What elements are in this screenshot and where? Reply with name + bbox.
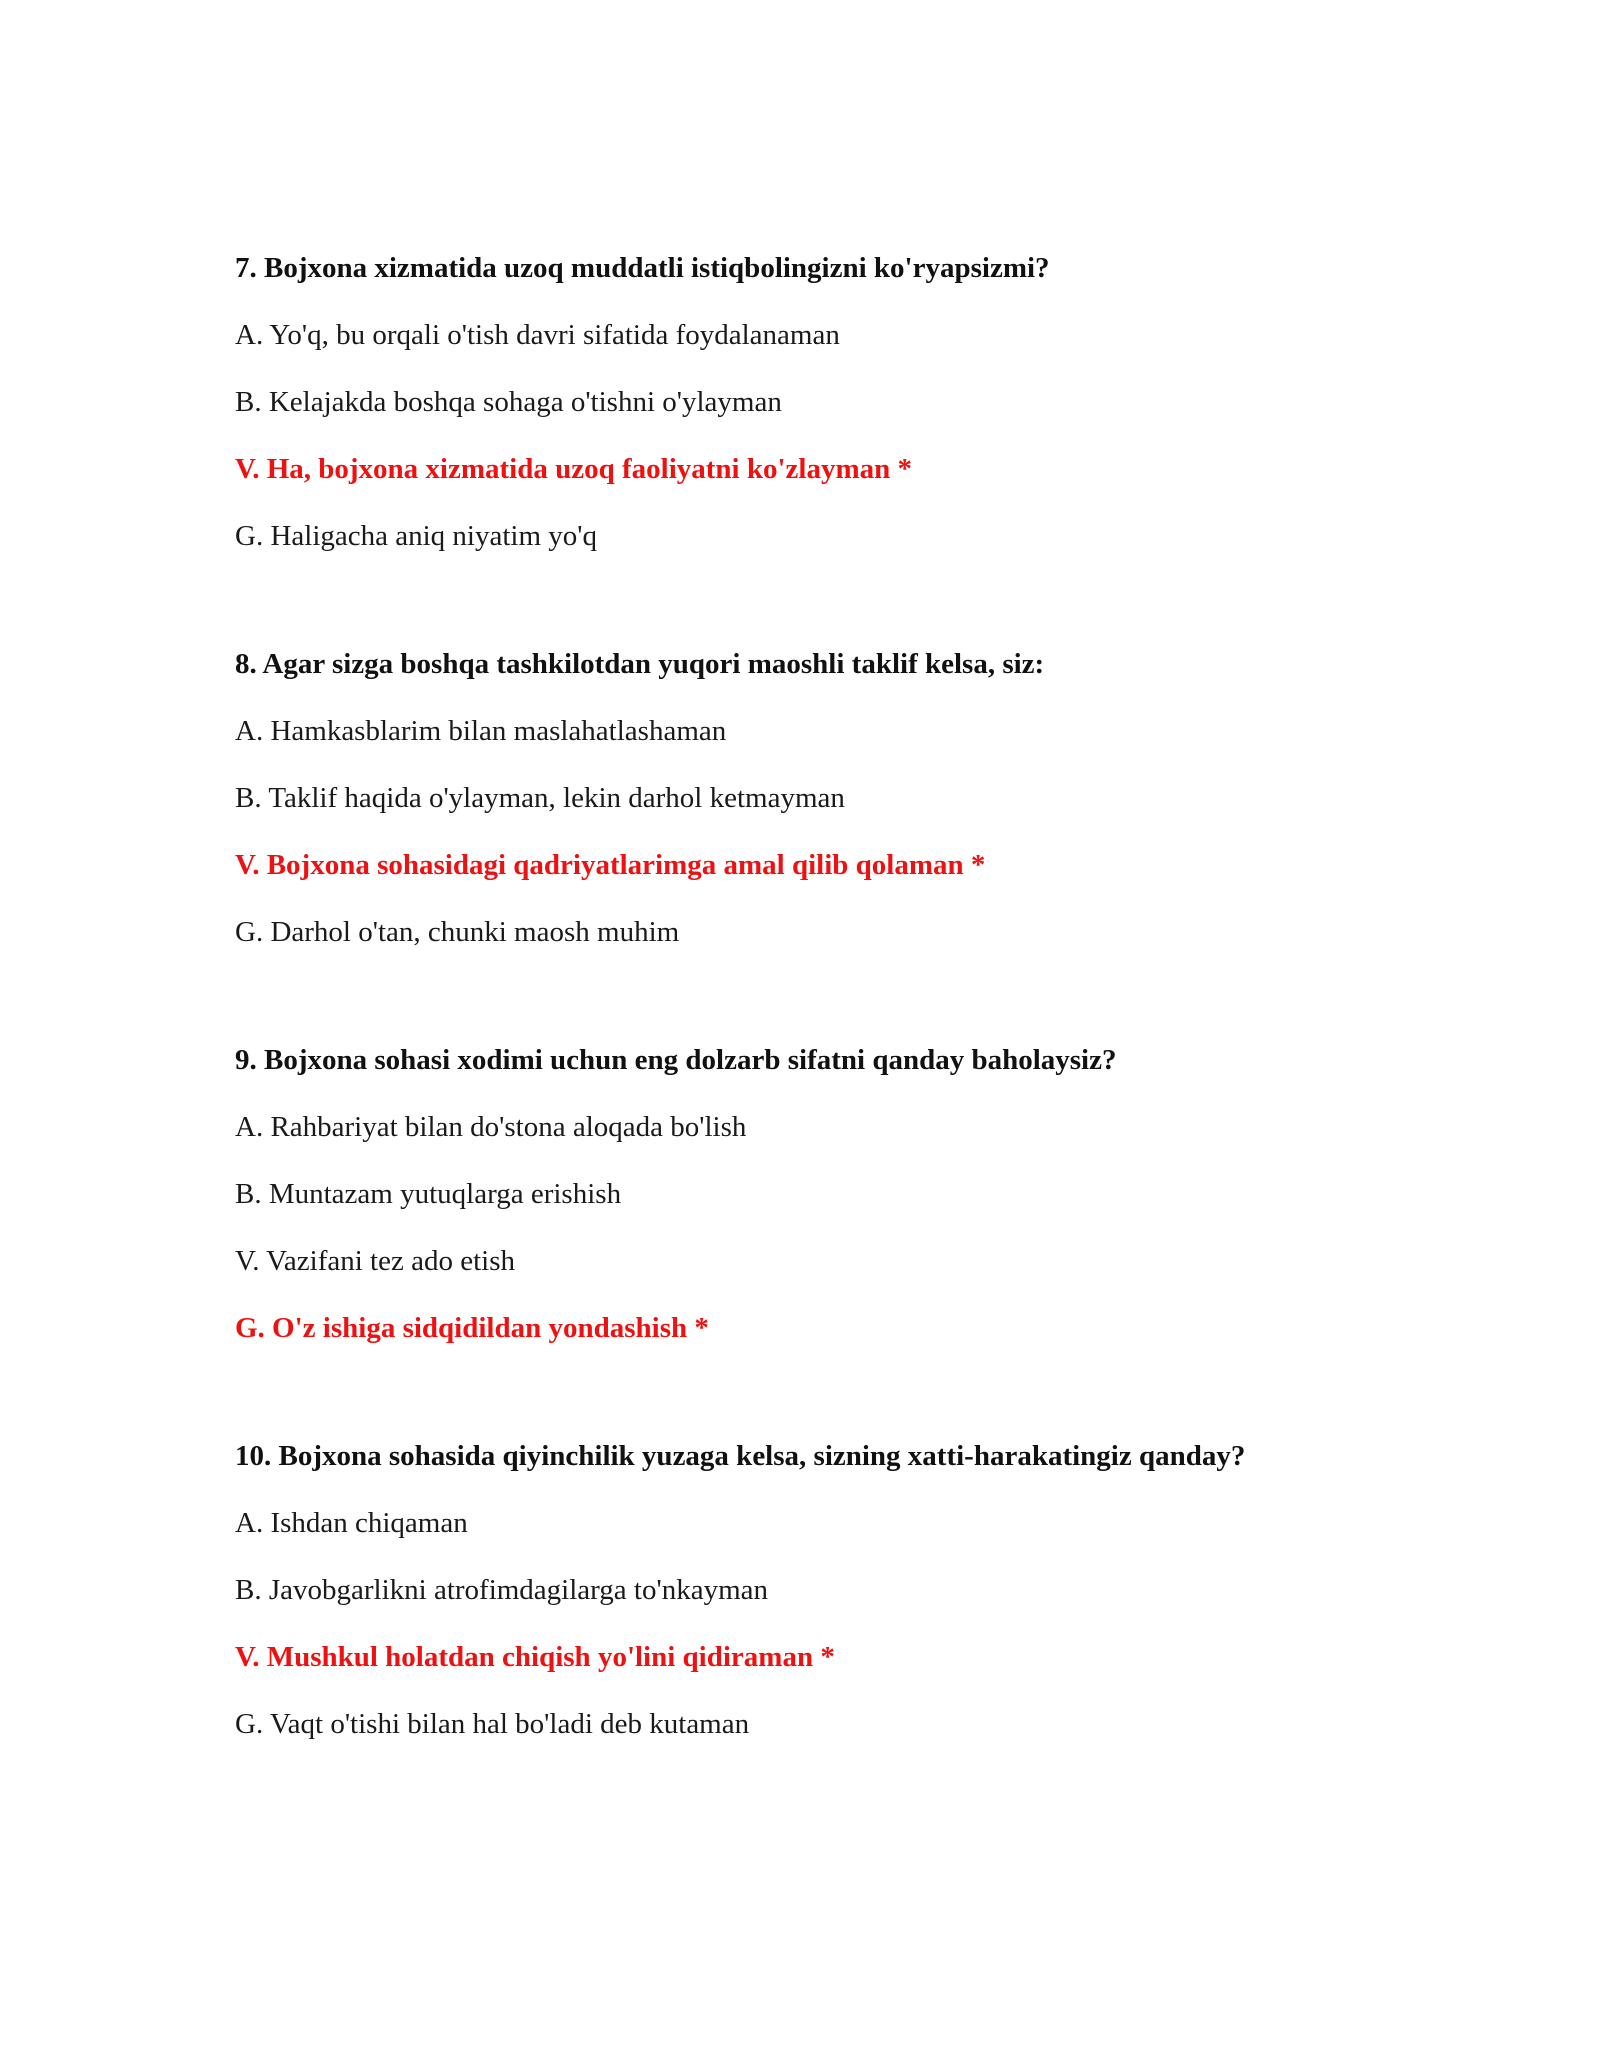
- option-a: A. Hamkasblarim bilan maslahatlashaman: [235, 715, 727, 747]
- question-title: 9. Bojxona sohasi xodimi uchun eng dolzarb sifatni qanday baholaysiz?: [235, 1044, 1117, 1076]
- question-title: 10. Bojxona sohasida qiyinchilik yuzaga kelsa, sizning xatti-harakatingiz qanday?: [235, 1440, 1246, 1472]
- option-a: A. Rahbariyat bilan do'stona aloqada bo'lish: [235, 1111, 747, 1143]
- option-g: G. Vaqt o'tishi bilan hal bo'ladi deb kutaman: [235, 1708, 750, 1740]
- option-v-correct: V. Bojxona sohasidagi qadriyatlarimga amal qilib qolaman *: [235, 849, 986, 881]
- option-b: B. Kelajakda boshqa sohaga o'tishni o'ylayman: [235, 386, 782, 418]
- question-block-8: [235, 644, 1435, 952]
- question-block-7: [235, 248, 1435, 556]
- question-title: 7. Bojxona xizmatida uzoq muddatli istiqbolingizni ko'ryapsizmi?: [235, 252, 1050, 284]
- option-v-correct: V. Mushkul holatdan chiqish yo'lini qidiraman *: [235, 1641, 835, 1673]
- option-g: G. Haligacha aniq niyatim yo'q: [235, 520, 597, 552]
- option-b: B. Javobgarlikni atrofimdagilarga to'nkayman: [235, 1574, 769, 1606]
- option-a: A. Ishdan chiqaman: [235, 1507, 468, 1539]
- quiz-page: [235, 248, 1435, 1832]
- option-v: V. Vazifani tez ado etish: [235, 1245, 515, 1277]
- option-b: B. Taklif haqida o'ylayman, lekin darhol ketmayman: [235, 782, 845, 814]
- option-g: G. Darhol o'tan, chunki maosh muhim: [235, 916, 680, 948]
- option-a: A. Yo'q, bu orqali o'tish davri sifatida foydalanaman: [235, 319, 840, 351]
- question-block-9: [235, 1040, 1435, 1348]
- option-g-correct: G. O'z ishiga sidqidildan yondashish *: [235, 1312, 709, 1344]
- question-block-10: [235, 1436, 1435, 1744]
- option-v-correct: V. Ha, bojxona xizmatida uzoq faoliyatni ko'zlayman *: [235, 453, 912, 485]
- option-b: B. Muntazam yutuqlarga erishish: [235, 1178, 622, 1210]
- question-title: 8. Agar sizga boshqa tashkilotdan yuqori maoshli taklif kelsa, siz:: [235, 648, 1045, 680]
